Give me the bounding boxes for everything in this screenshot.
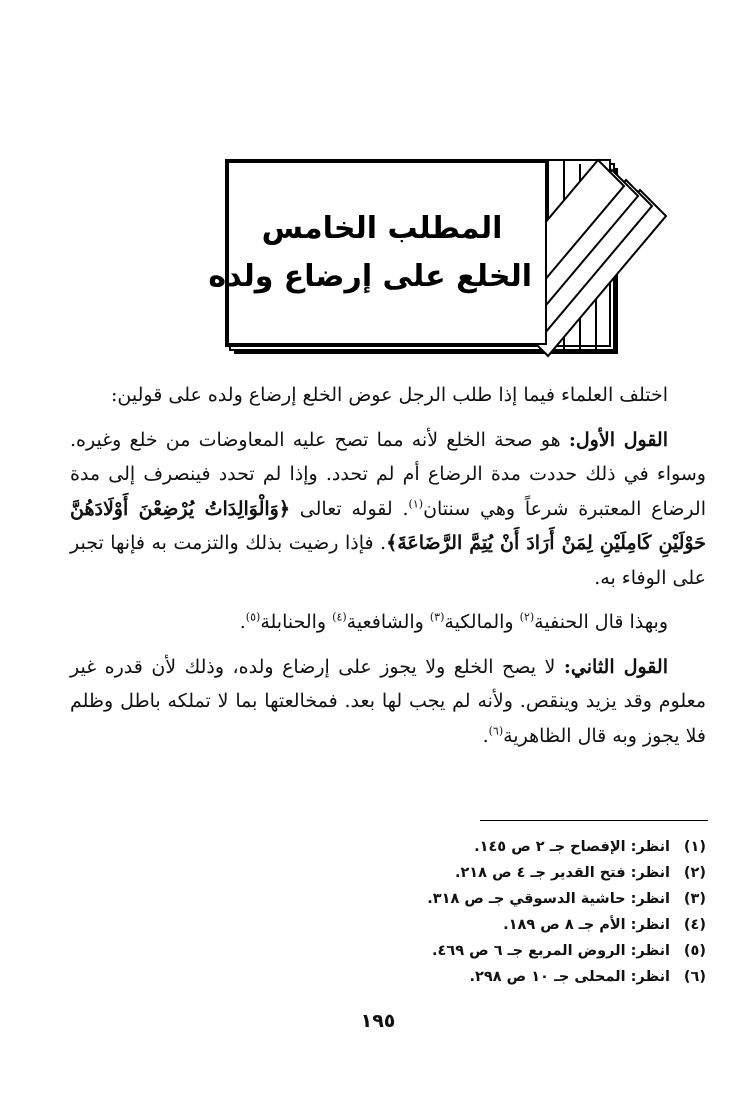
footnote-divider [480,820,708,821]
intro-paragraph: اختلف العلماء فيما إذا طلب الرجل عوض الخلع إرضاع ولده على قولين: [111,384,668,406]
schools-text-b: والمالكية [444,611,520,633]
body-text [70,378,706,763]
page-number: ١٩٥ [360,1010,396,1032]
footnote-text: انظر: فتح القدير جـ ٤ ص ٢١٨. [454,865,670,881]
footnote-number: (٦) [683,969,706,985]
title-frame [0,0,756,380]
footnote-item [200,834,706,860]
footnote-text: انظر: الأم جـ ٨ ص ١٨٩. [503,917,670,933]
second-opinion-text-2: . [482,724,489,747]
schools-paragraph [70,605,706,640]
first-opinion-label: القول الأول: [568,428,669,451]
footnote-number: (٥) [683,943,706,959]
footnote-number: (١) [683,839,706,855]
footnote-ref-3[interactable]: (٣) [429,610,445,624]
schools-text-a: وبهذا قال الحنفية [534,611,668,633]
footnote-ref-6[interactable]: (٦) [488,724,504,738]
section-title-line-1: المطلب الخامس [261,211,503,246]
footnote-text: انظر: المحلى جـ ١٠ ص ٢٩٨. [469,969,670,985]
footnote-item [200,860,706,886]
footnote-ref-1[interactable]: (١) [408,497,424,511]
footnote-number: (٤) [683,917,706,933]
footnote-item [200,938,706,964]
footnotes [200,834,706,990]
second-opinion-label: القول الثاني: [563,655,668,678]
schools-text-d: والحنابلة [260,611,333,633]
footnote-ref-5[interactable]: (٥) [245,610,261,624]
first-opinion-text-3: . فإذا رضيت بذلك والتزمت به فإنها تجبر على الوفاء به. [70,532,706,589]
footnote-item [200,886,706,912]
schools-text-e: . [239,611,246,633]
footnote-text: انظر: الروض المربع جـ ٦ ص ٤٦٩. [432,943,670,959]
footnote-ref-2[interactable]: (٢) [519,610,535,624]
title-frame-ornament [0,0,756,380]
first-opinion-text-2: . لقوله تعالى [299,497,409,520]
footnote-number: (٢) [683,865,706,881]
quran-verse: ﴿وَالْوَالِدَاتُ يُرْضِعْنَ أَوْلَادَهُنَّ حَوْلَيْنِ كَامِلَيْنِ لِمَنْ أَرَادَ أَنْ يُتِمَّ الرَّضَاعَةَ﴾ [70,497,706,554]
second-opinion-text: لا يصح الخلع ولا يجوز على إرضاع ولده، وذلك لأن قدره غير معلوم وقد يزيد وينقص. ولأنه لم يجب لها بعد. فمخالعتها بما لا تملكه باطل وظلم فلا يجوز وبه قال الظاهرية [70,655,706,747]
first-opinion-text: هو صحة الخلع لأنه مما تصح عليه المعاوضات من خلع وغيره. وسواء في ذلك حددت مدة الرضاع أم لم تحدد. وإذا لم تحدد فينصرف إلى مدة الرضاع المعتبرة شرعاً وهي سنتان [70,428,706,520]
footnote-text: انظر: الإفصاح جـ ٢ ص ١٤٥. [474,839,670,855]
footnote-item [200,964,706,990]
footnote-text: انظر: حاشية الدسوقي جـ ص ٣١٨. [427,891,670,907]
footnote-ref-4[interactable]: (٤) [332,610,347,624]
section-title [208,205,532,301]
footnote-number: (٣) [683,891,706,907]
section-title-line-2: الخلع على إرضاع ولده [208,259,532,294]
second-opinion-paragraph [70,650,706,754]
first-opinion-paragraph [70,423,706,596]
schools-text-c: والشافعية [346,611,430,633]
footnote-item [200,912,706,938]
